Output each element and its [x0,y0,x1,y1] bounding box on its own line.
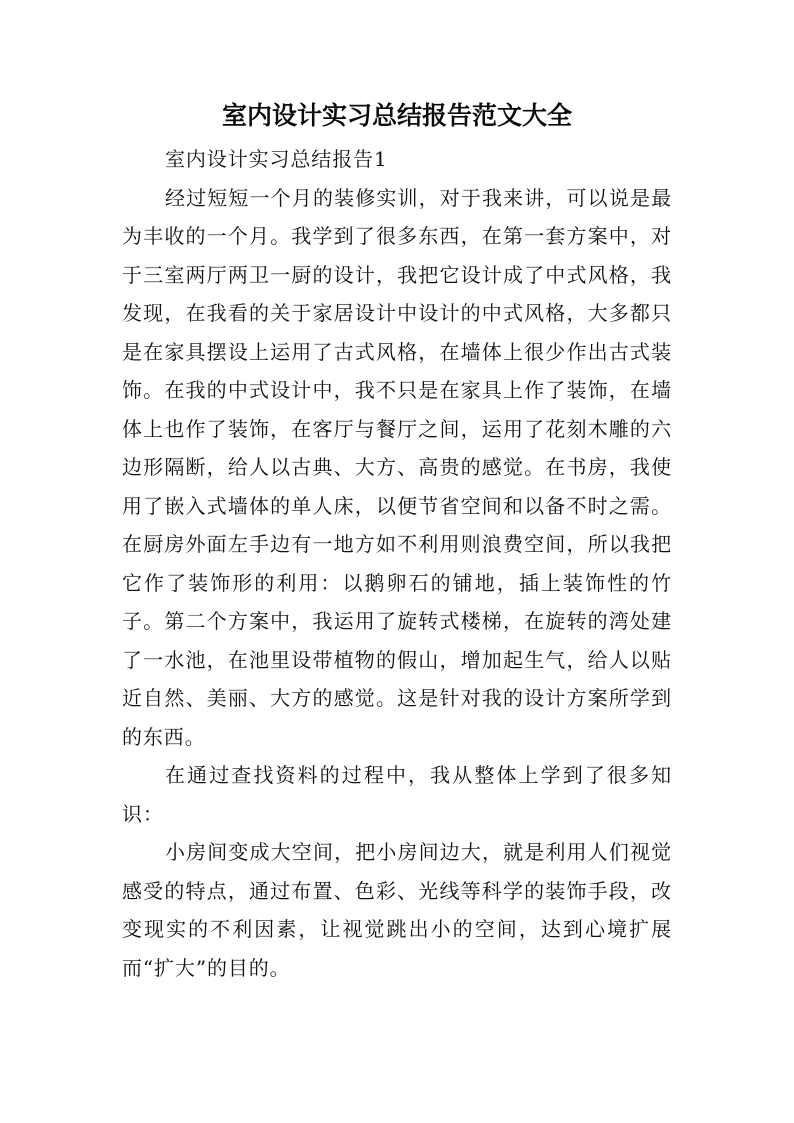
body-paragraph: 经过短短一个月的装修实训，对于我来讲，可以说是最为丰收的一个月。我学到了很多东西，在第一套方案中，对于三室两厅两卫一厨的设计，我把它设计成了中式风格，我发现，在我看的关于家居设计中设计的中式风格，大多都只是在家具摆设上运用了古式风格，在墙体上很少作出古式装饰。在我的中式设计中，我不只是在家具上作了装饰，在墙体上也作了装饰，在客厅与餐厅之间，运用了花刻木雕的六边形隔断，给人以古典、大方、高贵的感觉。在书房，我使用了嵌入式墙体的单人床，以便节省空间和以备不时之需。在厨房外面左手边有一地方如不利用则浪费空间，所以我把它作了装饰形的利用：以鹅卵石的铺地，插上装饰性的竹子。第二个方案中，我运用了旋转式楼梯，在旋转的湾处建了一水池，在池里设带植物的假山，增加起生气，给人以贴近自然、美丽、大方的感觉。这是针对我的设计方案所学到的东西。 [122,185,672,749]
document-title: 室内设计实习总结报告范文大全 [221,101,572,130]
section-heading: 室内设计实习总结报告1 [165,147,388,171]
body-paragraph: 小房间变成大空间，把小房间边大，就是利用人们视觉感受的特点，通过布置、色彩、光线等科学的装饰手段，改变现实的不利因素，让视觉跳出小的空间，达到心境扩展而“扩大”的目的。 [122,840,672,980]
document-body [122,140,672,987]
body-paragraph: 在通过查找资料的过程中，我从整体上学到了很多知识： [122,763,672,826]
